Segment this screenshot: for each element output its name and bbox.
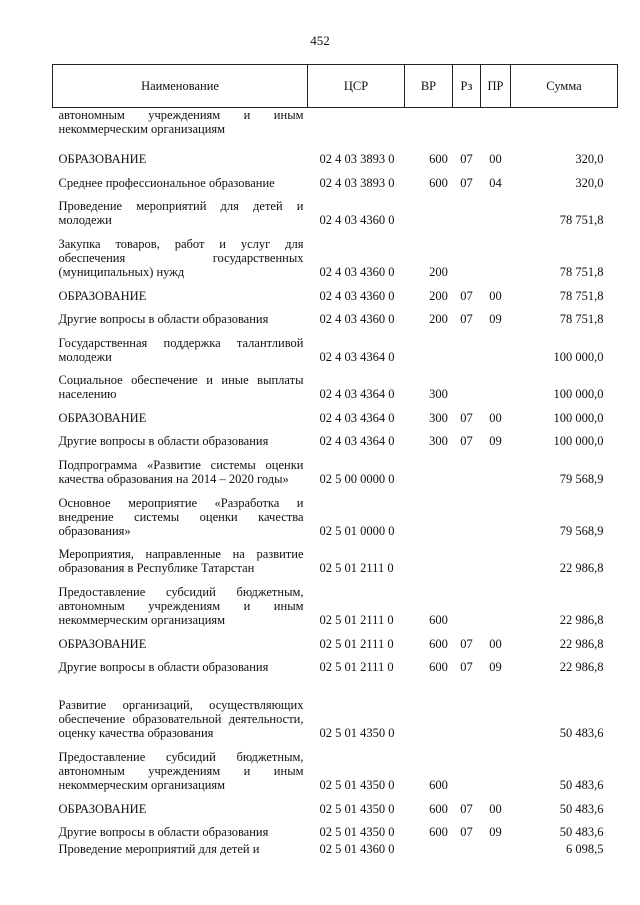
table-row	[53, 578, 618, 630]
cell-csr: 02 5 01 0000 0	[319, 523, 395, 538]
table-row	[53, 795, 618, 819]
cell-name: Подпрограмма «Развитие системы оценки качества образования на 2014 – 2020 годы»	[58, 457, 304, 486]
cell-pr	[481, 489, 511, 541]
cell-name: Другие вопросы в области образования	[58, 825, 269, 839]
cell-sum: 78 751,8	[559, 213, 604, 227]
cell-rz: 07	[460, 636, 473, 651]
cell-name: Предоставление субсидий бюджетным, автономным учреждениям и иным некоммерческим организациям	[58, 750, 304, 792]
table-row	[53, 329, 618, 367]
cell-vr: 600	[429, 152, 448, 166]
table-row	[53, 842, 618, 866]
cell-sum: 22 986,8	[559, 636, 604, 651]
cell-name: ОБРАЗОВАНИЕ	[58, 801, 147, 816]
cell-vr	[405, 842, 453, 866]
cell-csr: 02 5 01 2111 0	[319, 613, 394, 627]
table-row	[53, 489, 618, 541]
cell-pr	[481, 367, 511, 405]
cell-name: ОБРАЗОВАНИЕ	[58, 410, 147, 425]
table-row	[53, 743, 618, 795]
cell-pr: 00	[489, 410, 502, 425]
header-rz: Рз	[453, 65, 481, 108]
header-sum: Сумма	[511, 65, 618, 108]
cell-sum: 22 986,8	[559, 660, 604, 674]
cell-pr	[481, 329, 511, 367]
header-name: Наименование	[53, 65, 308, 108]
cell-sum: 100 000,0	[553, 387, 604, 401]
cell-sum: 320,0	[575, 175, 604, 190]
cell-vr	[405, 489, 453, 541]
cell-rz: 07	[460, 434, 473, 448]
cell-rz	[453, 743, 481, 795]
cell-name: автономным учреждениям и иным некоммерческим организациям	[58, 108, 304, 136]
cell-sum: 50 483,6	[559, 825, 604, 839]
cell-csr: 02 5 01 2111 0	[319, 561, 394, 575]
budget-table	[52, 64, 618, 866]
cell-name: Основное мероприятие «Разработка и внедрение системы оценки качества образования»	[58, 495, 304, 538]
cell-name: ОБРАЗОВАНИЕ	[58, 288, 147, 303]
cell-pr	[481, 677, 511, 743]
cell-rz: 07	[460, 175, 473, 190]
cell-vr	[405, 677, 453, 743]
cell-name: Другие вопросы в области образования	[58, 312, 269, 326]
cell-sum: 79 568,9	[559, 471, 604, 486]
table-row	[53, 654, 618, 678]
cell-name: ОБРАЗОВАНИЕ	[58, 152, 147, 166]
cell-vr: 600	[429, 613, 448, 627]
cell-csr: 02 4 03 4360 0	[319, 213, 395, 227]
cell-csr: 02 5 01 4350 0	[319, 726, 395, 740]
cell-rz	[453, 193, 481, 231]
table-row	[53, 404, 618, 428]
cell-csr: 02 5 01 2111 0	[319, 636, 394, 651]
cell-rz: 07	[460, 801, 473, 816]
cell-csr: 02 4 03 4360 0	[319, 265, 395, 279]
cell-csr: 02 4 03 4360 0	[319, 288, 395, 303]
cell-csr: 02 5 01 4350 0	[319, 778, 395, 792]
cell-csr: 02 5 01 4360 0	[319, 842, 395, 856]
cell-pr: 09	[489, 434, 502, 448]
cell-pr	[481, 451, 511, 489]
cell-name: Государственная поддержка талантливой молодежи	[58, 335, 304, 364]
cell-vr	[405, 108, 453, 146]
cell-name: Развитие организаций, осуществляющих обеспечение образовательной деятельности, оценку качества образования	[58, 698, 304, 740]
cell-vr	[405, 193, 453, 231]
cell-csr: 02 4 03 4364 0	[319, 434, 395, 448]
cell-vr: 200	[429, 288, 448, 303]
cell-vr: 600	[429, 636, 448, 651]
cell-sum: 78 751,8	[559, 312, 604, 326]
cell-sum	[511, 108, 618, 146]
cell-pr: 09	[489, 660, 502, 674]
cell-pr	[481, 842, 511, 866]
cell-rz: 07	[460, 410, 473, 425]
cell-sum: 50 483,6	[559, 778, 604, 792]
table-row	[53, 306, 618, 330]
cell-pr	[481, 541, 511, 579]
cell-pr: 09	[489, 825, 502, 839]
cell-csr: 02 4 03 4364 0	[319, 387, 395, 401]
table-row	[53, 367, 618, 405]
table-row	[53, 108, 618, 146]
table-row	[53, 541, 618, 579]
cell-sum: 100 000,0	[553, 349, 604, 364]
cell-csr: 02 5 00 0000 0	[319, 471, 395, 486]
cell-name: Мероприятия, направленные на развитие образования в Республике Татарстан	[58, 547, 304, 575]
cell-csr: 02 5 01 4350 0	[319, 825, 395, 839]
cell-pr	[481, 578, 511, 630]
cell-csr	[308, 108, 405, 146]
cell-vr: 200	[429, 265, 448, 279]
cell-vr: 300	[429, 434, 448, 448]
cell-csr: 02 5 01 2111 0	[319, 660, 394, 674]
cell-sum: 100 000,0	[553, 410, 604, 425]
cell-sum: 50 483,6	[559, 801, 604, 816]
cell-pr: 00	[489, 801, 502, 816]
cell-name: Закупка товаров, работ и услуг для обеспечения государственных (муниципальных) нужд	[58, 237, 304, 279]
cell-vr: 600	[429, 825, 448, 839]
cell-sum: 22 986,8	[559, 613, 604, 627]
cell-rz: 07	[460, 288, 473, 303]
cell-rz	[453, 677, 481, 743]
cell-pr: 09	[489, 312, 502, 326]
cell-name: Социальное обеспечение и иные выплаты населению	[58, 373, 304, 401]
cell-sum: 22 986,8	[559, 561, 604, 575]
cell-rz	[453, 367, 481, 405]
cell-csr: 02 4 03 4360 0	[319, 312, 395, 326]
table-row	[53, 630, 618, 654]
table-row	[53, 677, 618, 743]
cell-sum: 79 568,9	[559, 523, 604, 538]
cell-sum: 78 751,8	[559, 265, 604, 279]
table-row	[53, 428, 618, 452]
cell-name: Предоставление субсидий бюджетным, автономным учреждениям и иным некоммерческим организациям	[58, 585, 304, 627]
cell-sum: 78 751,8	[559, 288, 604, 303]
cell-rz	[453, 541, 481, 579]
budget-table-wrapper	[52, 64, 617, 866]
cell-rz: 07	[460, 825, 473, 839]
table-row	[53, 193, 618, 231]
cell-pr: 00	[489, 288, 502, 303]
cell-name: Другие вопросы в области образования	[58, 660, 269, 674]
cell-pr	[481, 108, 511, 146]
header-pr: ПР	[481, 65, 511, 108]
cell-pr: 00	[489, 152, 502, 166]
cell-vr: 200	[429, 312, 448, 326]
cell-vr: 300	[429, 410, 448, 425]
cell-csr: 02 5 01 4350 0	[319, 801, 395, 816]
cell-vr: 600	[429, 175, 448, 190]
cell-rz	[453, 329, 481, 367]
table-header	[53, 65, 618, 108]
cell-name: Проведение мероприятий для детей и молодежи	[58, 199, 304, 227]
table-row	[53, 819, 618, 843]
table-row	[53, 282, 618, 306]
cell-vr	[405, 451, 453, 489]
cell-rz: 07	[460, 152, 473, 166]
cell-sum: 100 000,0	[553, 434, 604, 448]
cell-csr: 02 4 03 4364 0	[319, 410, 395, 425]
cell-csr: 02 4 03 4364 0	[319, 349, 395, 364]
cell-csr: 02 4 03 3893 0	[319, 175, 395, 190]
cell-name: Проведение мероприятий для детей и	[58, 842, 260, 856]
table-row	[53, 169, 618, 193]
cell-name: Другие вопросы в области образования	[58, 434, 269, 448]
cell-pr: 04	[489, 175, 502, 190]
cell-vr: 600	[429, 660, 448, 674]
cell-vr	[405, 541, 453, 579]
header-vr: ВР	[405, 65, 453, 108]
page-number: 452	[310, 33, 330, 48]
table-row	[53, 230, 618, 282]
cell-pr	[481, 743, 511, 795]
cell-vr: 600	[429, 801, 448, 816]
cell-rz	[453, 578, 481, 630]
table-body	[53, 108, 618, 866]
cell-rz	[453, 842, 481, 866]
cell-rz: 07	[460, 312, 473, 326]
table-row	[53, 146, 618, 170]
cell-pr	[481, 193, 511, 231]
cell-name: Среднее профессиональное образование	[58, 175, 275, 190]
table-row	[53, 451, 618, 489]
cell-vr: 300	[429, 387, 448, 401]
cell-csr: 02 4 03 3893 0	[319, 152, 395, 166]
cell-vr	[405, 329, 453, 367]
cell-pr: 00	[489, 636, 502, 651]
cell-rz: 07	[460, 660, 473, 674]
cell-rz	[453, 451, 481, 489]
cell-rz	[453, 230, 481, 282]
cell-sum: 6 098,5	[566, 842, 604, 856]
cell-pr	[481, 230, 511, 282]
cell-name: ОБРАЗОВАНИЕ	[58, 636, 147, 651]
header-csr: ЦСР	[308, 65, 405, 108]
cell-rz	[453, 108, 481, 146]
cell-sum: 320,0	[575, 152, 604, 166]
cell-sum: 50 483,6	[559, 726, 604, 740]
cell-rz	[453, 489, 481, 541]
cell-vr: 600	[429, 778, 448, 792]
